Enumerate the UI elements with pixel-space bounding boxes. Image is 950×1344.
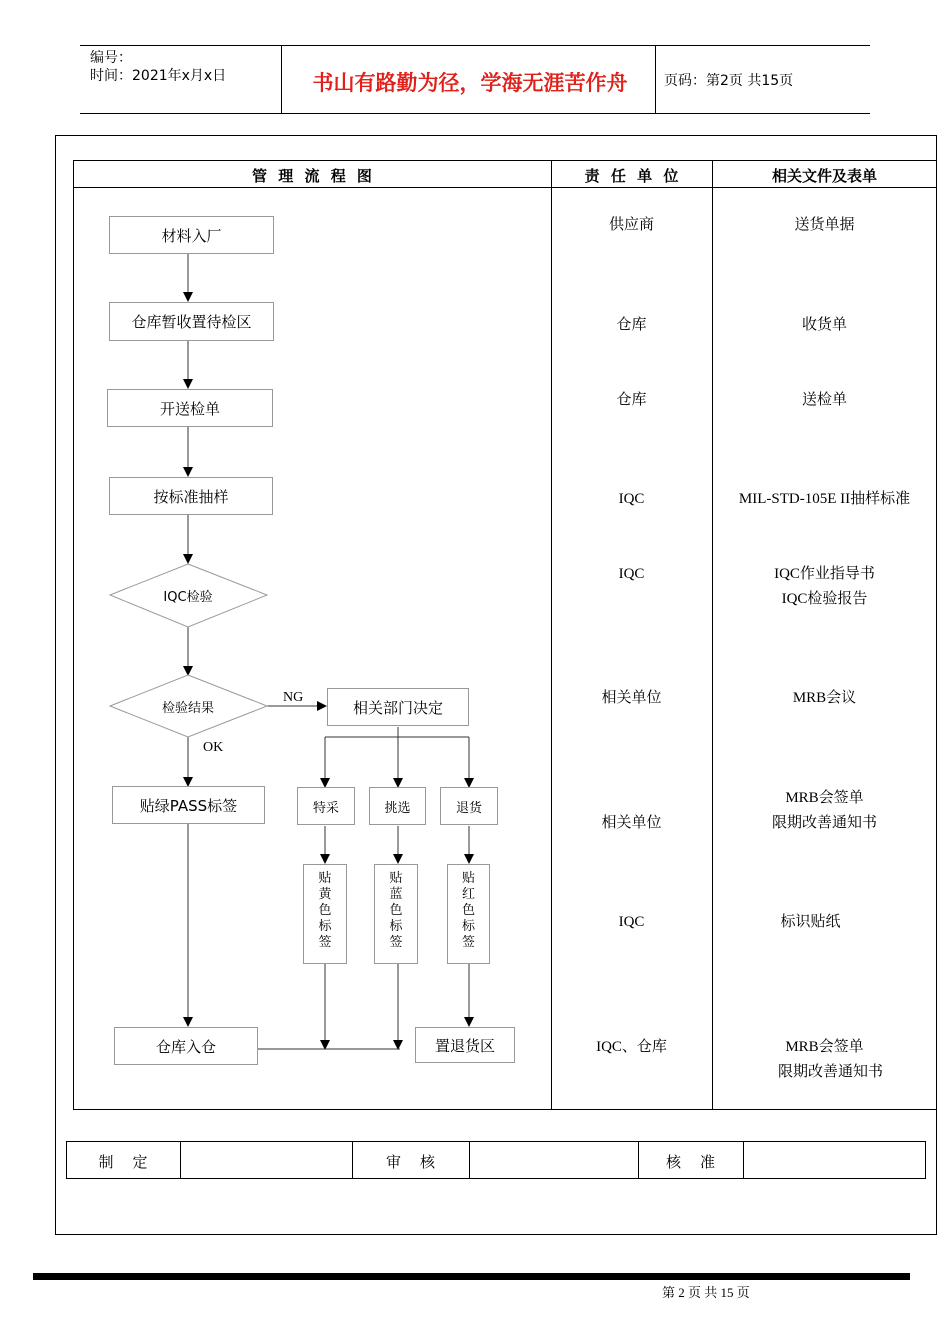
footer-rule xyxy=(33,1273,910,1280)
header-slogan: 书山有路勤为径，学海无涯苦作舟 xyxy=(312,70,628,95)
ok-label: OK xyxy=(203,740,224,755)
doc-row-9-line-2: 限期改善通知书 xyxy=(777,1064,883,1080)
signoff-approve-field[interactable] xyxy=(744,1142,925,1178)
doc-time-label: 时间：2021年x月x日 xyxy=(90,68,227,84)
column-header-flowchart: 管 理 流 程 图 xyxy=(252,167,372,185)
doc-row-7-line-2: 限期改善通知书 xyxy=(771,815,877,831)
tag-blue: 贴蓝色标签 xyxy=(374,864,418,964)
branch-return: 退货 xyxy=(440,787,498,825)
doc-number-label: 编号： xyxy=(90,50,132,66)
flow-step-material-in: 材料入厂 xyxy=(109,216,274,254)
column-header-docs: 相关文件及表单 xyxy=(771,167,877,185)
doc-row-6: MRB会议 xyxy=(792,690,857,706)
flow-step-sampling: 按标准抽样 xyxy=(109,477,273,515)
unit-row-3: 仓库 xyxy=(616,392,647,408)
doc-row-9-line-1: MRB会签单 xyxy=(785,1039,864,1055)
doc-row-2: 收货单 xyxy=(801,317,847,333)
tag-red: 贴红色标签 xyxy=(447,864,490,964)
branch-sort: 挑选 xyxy=(369,787,426,825)
unit-row-1: 供应商 xyxy=(608,217,654,233)
unit-row-9: IQC、仓库 xyxy=(596,1039,667,1055)
doc-row-4: MIL-STD-105E II抽样标准 xyxy=(738,491,911,507)
unit-row-4: IQC xyxy=(618,491,645,507)
flow-return-area: 置退货区 xyxy=(415,1027,515,1063)
flow-mrb-decision: 相关部门决定 xyxy=(327,688,469,726)
flow-pass-label: 贴绿PASS标签 xyxy=(112,786,265,824)
doc-row-7-line-1: MRB会签单 xyxy=(785,790,864,806)
signoff-review-label: 审 核 xyxy=(385,1153,436,1171)
column-header-unit: 责 任 单 位 xyxy=(584,167,679,185)
signoff-made-field[interactable] xyxy=(181,1142,351,1178)
branch-special-accept: 特采 xyxy=(297,787,355,825)
unit-row-8: IQC xyxy=(618,914,645,930)
unit-row-6: 相关单位 xyxy=(601,690,662,706)
flow-warehouse-in: 仓库入仓 xyxy=(114,1027,258,1065)
signoff-made-label: 制 定 xyxy=(98,1153,148,1171)
flow-step-inspection-request: 开送检单 xyxy=(107,389,273,427)
unit-row-7: 相关单位 xyxy=(601,815,662,831)
decision-iqc-label: IQC检验 xyxy=(163,590,213,605)
doc-row-8: 标识贴纸 xyxy=(780,914,841,930)
signoff-review-field[interactable] xyxy=(470,1142,637,1178)
unit-row-5: IQC xyxy=(618,566,645,582)
decision-result-label: 检验结果 xyxy=(161,701,214,716)
doc-row-1: 送货单据 xyxy=(794,217,855,233)
signoff-approve-label: 核 准 xyxy=(665,1153,716,1171)
footer-page-number: 第 2 页 共 15 页 xyxy=(662,1285,750,1300)
tag-yellow: 贴黄色标签 xyxy=(303,864,347,964)
doc-row-3: 送检单 xyxy=(801,392,847,408)
flow-step-temp-receive: 仓库暂收置待检区 xyxy=(109,302,274,341)
doc-row-5-line-2: IQC检验报告 xyxy=(781,591,868,607)
unit-row-2: 仓库 xyxy=(616,317,647,333)
ng-label: NG xyxy=(283,690,304,705)
page-info: 页码：第2页 共15页 xyxy=(664,73,794,89)
doc-row-5-line-1: IQC作业指导书 xyxy=(774,566,875,582)
